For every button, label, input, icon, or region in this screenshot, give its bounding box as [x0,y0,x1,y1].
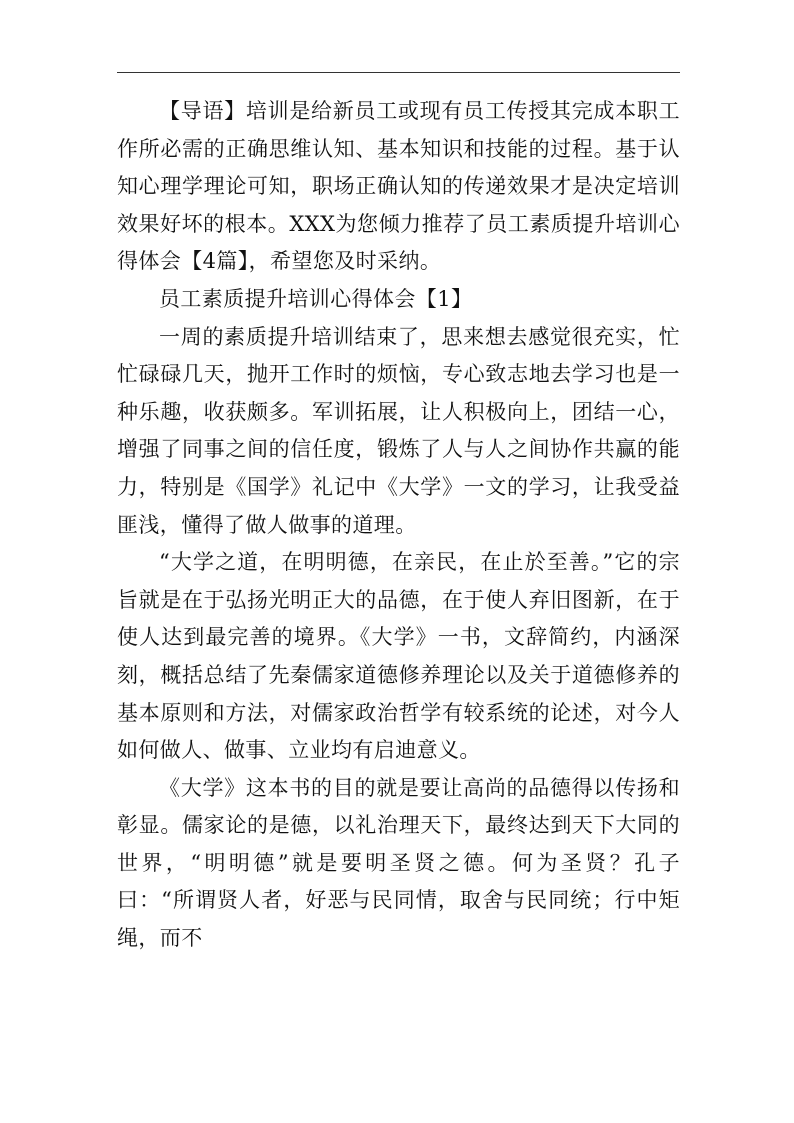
body-paragraph-3: 《大学》这本书的目的就是要让高尚的品德得以传扬和彰显。儒家论的是德，以礼治理天下，最终达到天下大同的世界，“明明德”就是要明圣贤之德。何为圣贤？孔子曰：“所谓贤人者，好恶与民同情，取舍与民同统；行中矩绳，而不 [117,775,680,951]
section-title: 员工素质提升培训心得体会【1】 [159,286,473,311]
document-body [117,93,680,958]
header-rule [117,72,680,73]
body-paragraph-2: “大学之道，在明明德，在亲民，在止於至善。”它的宗旨就是在于弘扬光明正大的品德，在于使人弃旧图新，在于使人达到最完善的境界。《大学》一书，文辞简约，内涵深刻，概括总结了先秦儒家道德修养理论以及关于道德修养的基本原则和方法，对儒家政治哲学有较系统的论述，对今人如何做人、做事、立业均有启迪意义。 [117,550,680,763]
intro-paragraph: 【导语】培训是给新员工或现有员工传授其完成本职工作所必需的正确思维认知、基本知识和技能的过程。基于认知心理学理论可知，职场正确认知的传递效果才是决定培训效果好坏的根本。XXX为您倾力推荐了员工素质提升培训心得体会【4篇】，希望您及时采纳。 [117,99,680,274]
body-paragraph-1: 一周的素质提升培训结束了，思来想去感觉很充实，忙忙碌碌几天，抛开工作时的烦恼，专心致志地去学习也是一种乐趣，收获颇多。军训拓展，让人积极向上，团结一心，增强了同事之间的信任度，锻炼了人与人之间协作共赢的能力，特别是《国学》礼记中《大学》一文的学习，让我受益匪浅，懂得了做人做事的道理。 [117,324,680,537]
